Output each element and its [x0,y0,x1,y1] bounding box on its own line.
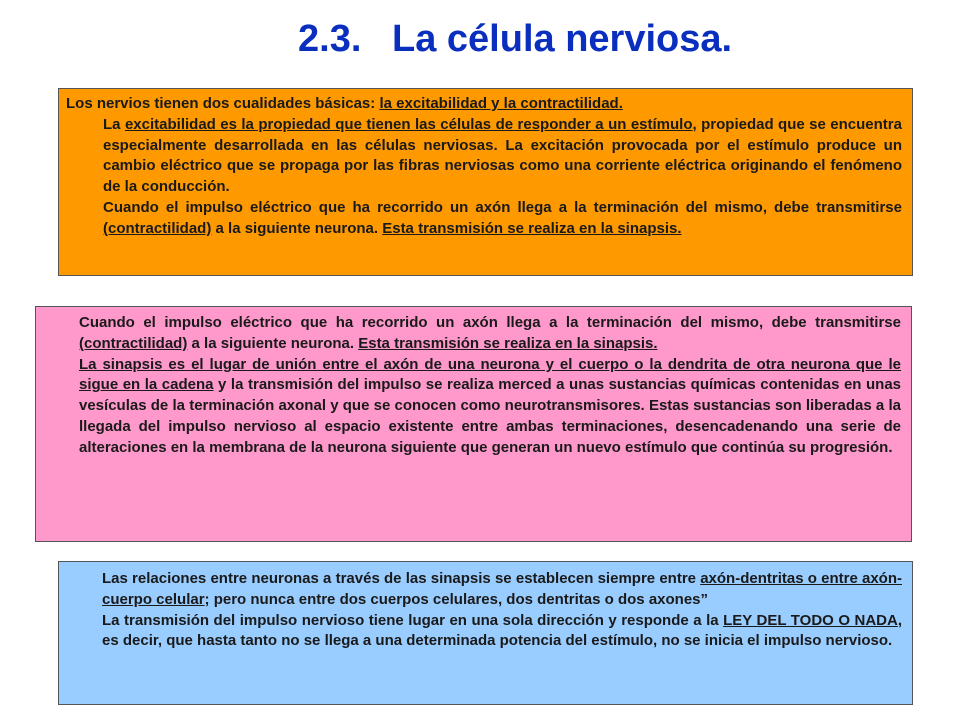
text-run: y la transmisión del impulso se realiza merced a unas sustancias químicas contenidas en unas vesículas de la terminación axonal y que se conocen como neurotransmisores. Estas sustancias son liberadas a la llegada del impulso nervioso al espacio existente entre ambas terminaciones, desencadenando una serie de alteraciones en la membrana de la neurona siguiente que generan un nuevo estímulo que continúa su progresión. [79,376,902,456]
underlined-text: Esta transmisión se realiza en la sinapsis. [358,334,658,352]
text-run: La [103,115,125,133]
underlined-text: (contractilidad) [103,219,212,237]
text-run: ; pero nunca entre dos cuerpos celulares, dos dentritas o dos axones” [204,590,709,608]
underlined-text: la excitabilidad y la contractilidad. [379,95,623,112]
text-run: Cuando el impulso eléctrico que ha recorrido un axón llega a la terminación del mismo, debe transmitirse [103,198,902,216]
excitability-intro [66,94,902,115]
neuron-relations-box [58,561,913,705]
synapse-box [35,306,912,542]
excitability-definition [66,115,902,198]
underlined-text: excitabilidad es la propiedad que tienen las células de responder a un estímulo [124,115,693,133]
text-run: La transmisión del impulso nervioso tiene lugar en una sola dirección y responde a la [102,611,724,629]
underlined-text: LEY DEL TODO O NADA [723,611,898,629]
relations-paragraph [102,569,902,611]
text-run: a la siguiente neurona. [187,334,359,352]
text-run: , es decir, que hasta tanto no se llega a una determinada potencia del estímulo, no se inicia el impulso nervioso. [102,611,903,650]
underlined-text: La sinapsis es el lugar de unión entre el axón de una neurona y el cuerpo o la dendrita de otra neurona que le sigue en la cadena [79,355,901,394]
underlined-text: (contractilidad) [79,334,188,352]
all-or-nothing-paragraph [102,611,902,653]
synapse-definition [79,355,901,459]
underlined-text: Esta transmisión se realiza en la sinapsis. [382,219,682,237]
text-run: Cuando el impulso eléctrico que ha recorrido un axón llega a la terminación del mismo, debe transmitirse [79,314,901,331]
text-run: a la siguiente neurona. [211,219,383,237]
excitability-box [58,88,913,276]
text-run: , propiedad que se encuentra especialmente desarrollada en las células nerviosas. La excitación provocada por el estímulo produce un cambio eléctrico que se propaga por las fibras nerviosas como una corriente eléctrica originando el fenómeno de la conducción. [103,115,902,196]
transmission-paragraph [79,313,901,355]
transmission-paragraph [66,198,902,240]
underlined-text: axón-dentritas o entre axón-cuerpo celular [102,570,902,608]
title-text: La célula nerviosa. [392,18,733,60]
text-run: Los nervios tienen dos cualidades básicas: [66,95,380,112]
title-number: 2.3. [298,18,362,60]
text-run: Las relaciones entre neuronas a través de las sinapsis se establecen siempre entre [102,570,701,587]
